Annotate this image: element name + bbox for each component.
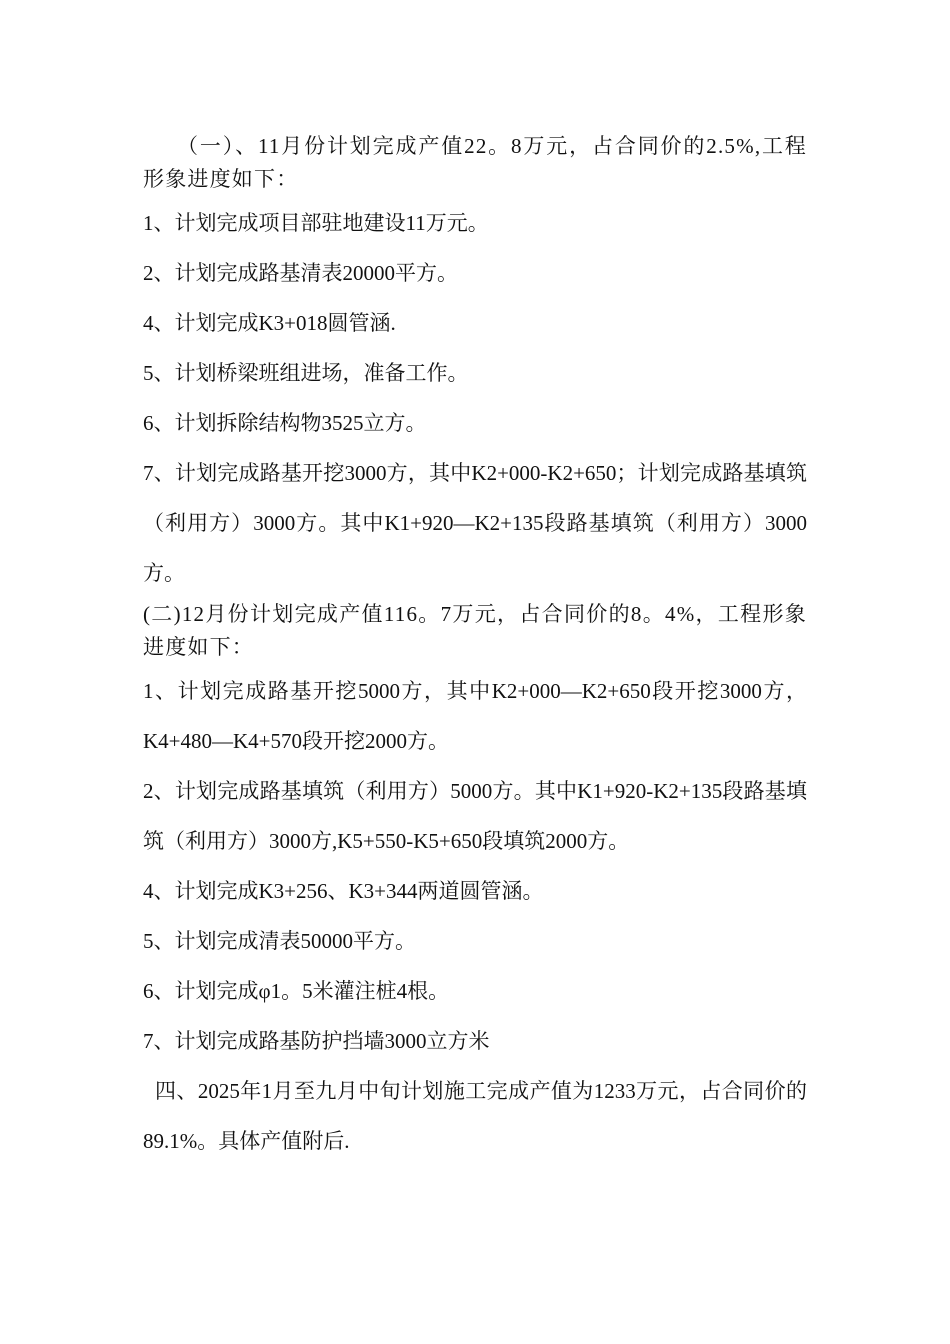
paragraph-nov-item-7: 7、计划完成路基开挖3000方，其中K2+000-K2+650；计划完成路基填筑（利用方）3000方。其中K1+920—K2+135段路基填筑（利用方）3000方。 — [143, 461, 807, 585]
paragraph-dec-item-4: 4、计划完成K3+256、K3+344两道圆管涵。 — [143, 879, 544, 903]
paragraph-november-plan: （一）、11月份计划完成产值22。8万元，占合同价的2.5%,工程形象进度如下： — [143, 134, 807, 191]
paragraph-nov-item-4: 4、计划完成K3+018圆管涵. — [143, 311, 396, 335]
paragraph-section-four: 四、2025年1月至九月中旬计划施工完成产值为1233万元，占合同价的89.1%。具体产值附后. — [143, 1079, 807, 1153]
paragraph-nov-item-5: 5、计划桥梁班组进场，准备工作。 — [143, 361, 469, 385]
paragraph-nov-item-6: 6、计划拆除结构物3525立方。 — [143, 411, 427, 435]
paragraph-dec-item-5: 5、计划完成清表50000平方。 — [143, 929, 416, 953]
paragraph-dec-item-2: 2、计划完成路基填筑（利用方）5000方。其中K1+920-K2+135段路基填筑（利用方）3000方,K5+550-K5+650段填筑2000方。 — [143, 779, 807, 853]
document-body — [143, 130, 807, 1166]
paragraph-nov-item-1: 1、计划完成项目部驻地建设11万元。 — [143, 211, 489, 235]
paragraph-dec-item-1: 1、计划完成路基开挖5000方，其中K2+000—K2+650段开挖3000方，K4+480—K4+570段开挖2000方。 — [143, 679, 807, 753]
paragraph-dec-item-6: 6、计划完成φ1。5米灌注桩4根。 — [143, 979, 450, 1003]
paragraph-nov-item-2: 2、计划完成路基清表20000平方。 — [143, 261, 458, 285]
paragraph-december-plan: (二)12月份计划完成产值116。7万元，占合同价的8。4%，工程形象进度如下： — [143, 602, 807, 659]
paragraph-dec-item-7: 7、计划完成路基防护挡墙3000立方米 — [143, 1029, 490, 1053]
